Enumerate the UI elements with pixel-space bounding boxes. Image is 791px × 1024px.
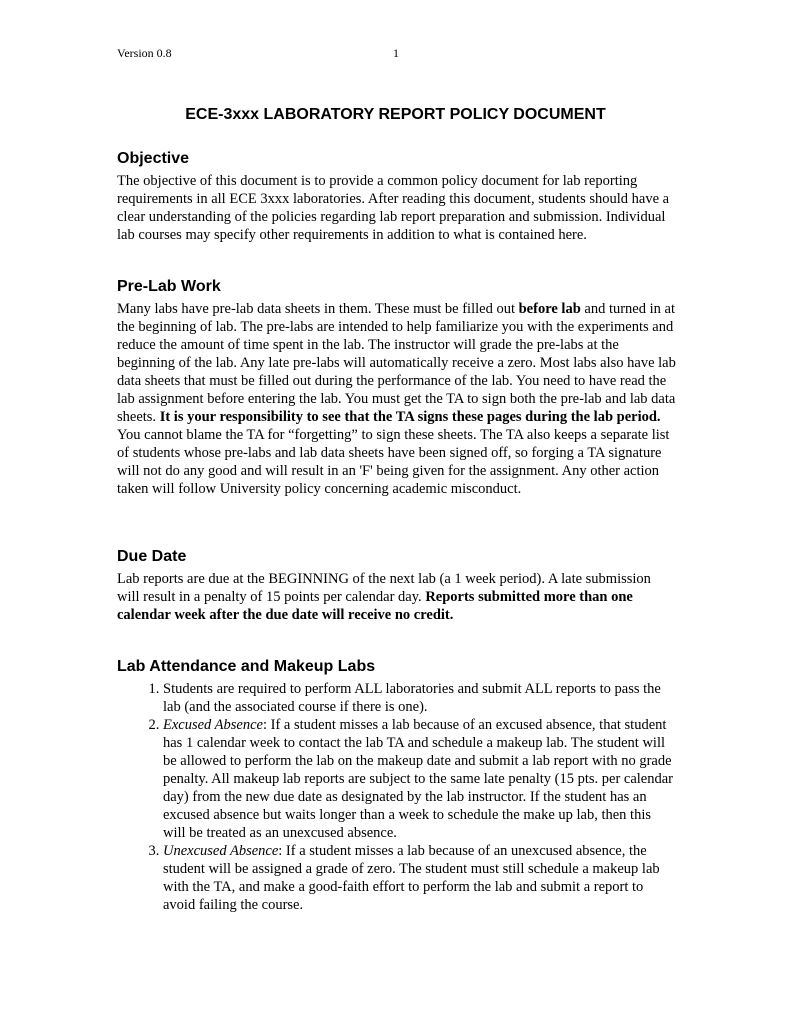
prelab-text-3: You cannot blame the TA for “forgetting” to sign these sheets. The TA also keeps a separate list of students whose pre-labs and lab data sheets have been signed off, so forging a TA signature will not do any good and will result in an 'F' being given for the assignment. Any other action taken will follow University policy concerning academic misconduct. [117, 427, 670, 497]
prelab-bold-before-lab: before lab [518, 301, 581, 317]
unexcused-absence-text: : If a student misses a lab because of an unexcused absence, the student will be assigned a grade of zero. The student must still schedule a makeup lab with the TA, and make a good-faith effort to perform the lab and submit a report to avoid failing the course. [163, 843, 660, 913]
objective-section [117, 148, 677, 244]
prelab-heading: Pre-Lab Work [117, 278, 221, 295]
version-label: Version 0.8 [117, 46, 172, 60]
excused-absence-label: Excused Absence [163, 717, 263, 733]
attendance-section [117, 656, 677, 914]
prelab-paragraph [117, 300, 677, 498]
due-date-section [117, 546, 677, 624]
document-title: ECE-3xxx LABORATORY REPORT POLICY DOCUMENT [185, 106, 606, 123]
due-date-bold-no-credit: Reports submitted more than one calendar week after the due date will receive no credit. [117, 589, 633, 623]
attendance-heading: Lab Attendance and Makeup Labs [117, 658, 376, 675]
attendance-list [117, 680, 677, 914]
attendance-item-1-text: Students are required to perform ALL laboratories and submit ALL reports to pass the lab (and the associated course if there is one). [163, 681, 661, 715]
list-item [163, 842, 677, 914]
unexcused-absence-label: Unexcused Absence [163, 843, 279, 859]
excused-absence-text: : If a student misses a lab because of an excused absence, that student has 1 calendar week to contact the lab TA and schedule a makeup lab. The student will be allowed to perform the lab on the makeup date and submit a lab report with no grade penalty. All makeup lab reports are subject to the same late penalty (15 pts. per calendar day) from the new due date as designated by the lab instructor. If the student has an excused absence but waits longer than a week to schedule the make up lab, then this will be treated as an unexcused absence. [163, 717, 673, 841]
objective-paragraph: The objective of this document is to provide a common policy document for lab reporting requirements in all ECE 3xxx laboratories. After reading this document, students should have a clear understanding of the policies regarding lab report preparation and submission. Individual lab courses may specify other requirements in addition to what is contained here. [117, 173, 670, 243]
list-item [163, 680, 677, 716]
prelab-section [117, 276, 677, 498]
page-number: 1 [393, 46, 399, 60]
prelab-text-1: Many labs have pre-lab data sheets in them. These must be filled out [117, 301, 519, 317]
prelab-text-2: and turned in at the beginning of lab. The pre-labs are intended to help familiarize you with the experiments and reduce the amount of time spent in the lab. The instructor will grade the pre-labs at the beginning of the lab. Any late pre-labs will automatically receive a zero. Most labs also have lab data sheets that must be filled out during the performance of the lab. You need to have read the lab assignment before entering the lab. You must get the TA to sign both the pre-lab and lab data sheets. [117, 301, 676, 425]
prelab-bold-responsibility: It is your responsibility to see that the TA signs these pages during the lab period. [159, 409, 661, 425]
due-date-heading: Due Date [117, 548, 187, 565]
due-date-text: Lab reports are due at the BEGINNING of the next lab (a 1 week period). A late submission will result in a penalty of 15 points per calendar day. [117, 571, 651, 605]
due-date-paragraph [117, 570, 677, 624]
list-item [163, 716, 677, 842]
objective-heading: Objective [117, 150, 190, 167]
